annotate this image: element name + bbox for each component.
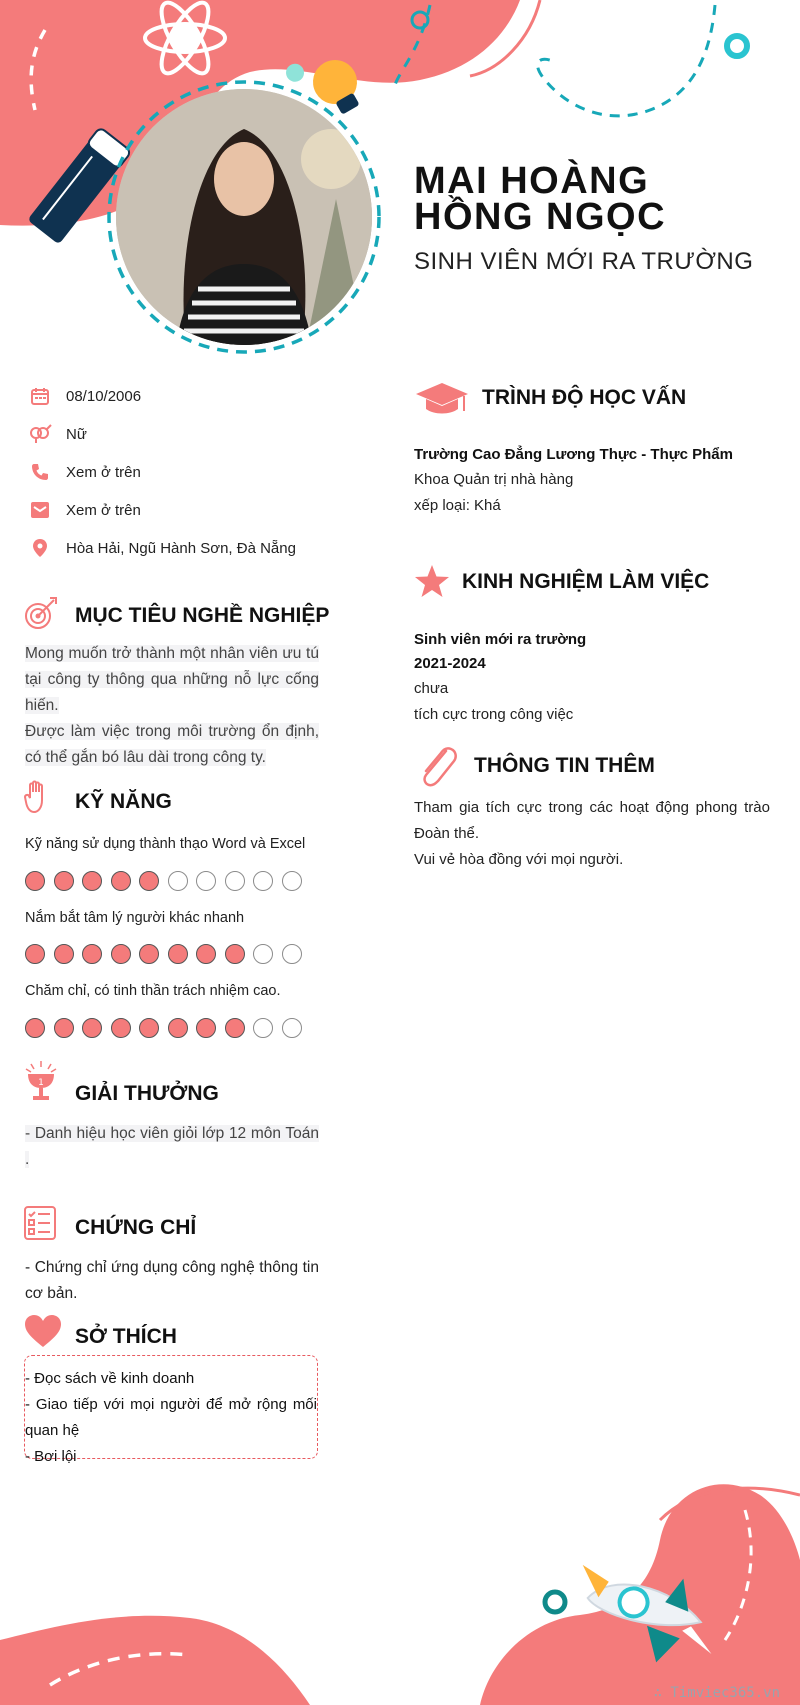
skill-name: Chăm chỉ, có tinh thần trách nhiệm cao. [25,983,281,999]
rating-dot-empty [282,944,302,964]
address-text: Hòa Hải, Ngũ Hành Sơn, Đà Nẵng [66,539,296,557]
experience-company: chưa [414,680,449,697]
rating-dot-filled [168,944,188,964]
rating-dot-empty [196,871,216,891]
rating-dot-filled [168,1018,188,1038]
contact-birthday [28,382,348,410]
rating-dot-filled [82,944,102,964]
certificates-text: - Chứng chỉ ứng dụng công nghệ thông tin cơ bản. [25,1259,319,1302]
paperclip-icon [416,745,460,789]
skills-title: KỸ NĂNG [75,790,172,813]
rating-dot-filled [225,1018,245,1038]
job-title: SINH VIÊN MỚI RA TRƯỜNG [414,248,754,275]
graduation-cap-icon [414,381,470,417]
calendar-icon [28,384,52,408]
rating-dot-filled [196,1018,216,1038]
school-name: Trường Cao Đẳng Lương Thực - Thực Phẩm [414,446,733,463]
rating-dot-empty [253,1018,273,1038]
interest-item-continued: quan hệ [25,1422,80,1439]
interest-item: - Đọc sách về kinh doanh [25,1370,195,1387]
rating-dot-empty [168,871,188,891]
skill-name: Kỹ năng sử dụng thành thạo Word và Excel [25,836,306,852]
contact-email [28,496,348,524]
gender-text: Nữ [66,425,87,443]
rating-dot-filled [82,1018,102,1038]
additional-title: THÔNG TIN THÊM [474,754,655,777]
interest-item: - Bơi lội [25,1448,77,1465]
rating-dot-filled [25,871,45,891]
rating-dot-filled [111,944,131,964]
gender-icon [28,422,52,446]
rating-dot-filled [139,871,159,891]
additional-item: Tham gia tích cực trong các hoạt động phong trào Đoàn thể. [414,799,770,842]
education-grade: xếp loại: Khá [414,497,501,514]
rating-dot-filled [139,1018,159,1038]
watermark-logo-icon: ∴ [653,1685,671,1701]
additional-item: Vui vẻ hòa đồng với mọi người. [414,851,624,868]
target-icon [24,596,58,630]
candidate-name: MAI HOÀNG HỒNG NGỌC [414,160,667,238]
skill-rating [25,871,310,893]
watermark [654,1685,780,1701]
birthday-text: 08/10/2006 [66,387,142,405]
rating-dot-empty [282,1018,302,1038]
certificates-title: CHỨNG CHỈ [75,1216,197,1239]
objective-title: MỤC TIÊU NGHỀ NGHIỆP [75,604,330,627]
education-title: TRÌNH ĐỘ HỌC VẤN [482,386,687,409]
rating-dot-empty [253,871,273,891]
profile-photo [116,89,372,345]
contact-address [28,534,348,562]
phone-text[interactable]: Xem ở trên [66,463,141,481]
trophy-icon [24,1060,58,1102]
education-major: Khoa Quản trị nhà hàng [414,471,574,488]
rating-dot-filled [225,944,245,964]
rating-dot-empty [253,944,273,964]
interest-item: - Giao tiếp với mọi người để mở rộng mối [25,1396,317,1413]
rating-dot-empty [282,871,302,891]
checklist-icon [24,1206,56,1240]
raised-hand-icon [24,780,52,814]
experience-title: KINH NGHIỆM LÀM VIỆC [462,570,710,593]
email-icon [28,498,52,522]
rating-dot-filled [54,1018,74,1038]
skill-rating [25,944,310,966]
rating-dot-empty [225,871,245,891]
experience-description: tích cực trong công việc [414,706,574,723]
heart-icon [24,1314,62,1348]
rating-dot-filled [25,1018,45,1038]
person-silhouette-icon [116,89,372,345]
rating-dot-filled [82,871,102,891]
additional-text [414,795,770,873]
rating-dot-filled [111,871,131,891]
award-item: - Danh hiệu học viên giỏi lớp 12 môn Toán . [25,1125,319,1168]
experience-period: 2021-2024 [414,655,486,672]
skill-name: Nắm bắt tâm lý người khác nhanh [25,910,245,926]
rating-dot-filled [111,1018,131,1038]
phone-icon [28,460,52,484]
objective-line-1: Mong muốn trở thành một nhân viên ưu tú tại công ty thông qua những nỗ lực cống hiến. [25,645,319,714]
location-pin-icon [28,536,52,560]
interests-title: SỞ THÍCH [75,1325,177,1348]
experience-position: Sinh viên mới ra trường [414,631,587,648]
contact-phone [28,458,348,486]
contact-gender [28,420,348,448]
watermark-text: Timviec365.vn [670,1685,780,1701]
objective-text [25,641,319,771]
svg-text:1: 1 [38,1078,44,1088]
rating-dot-filled [54,944,74,964]
rating-dot-filled [25,944,45,964]
skill-rating [25,1018,310,1040]
awards-title: GIẢI THƯỞNG [75,1082,219,1105]
objective-line-2: Được làm việc trong môi trường ổn định, có thể gắn bó lâu dài trong công ty. [25,723,319,766]
email-text[interactable]: Xem ở trên [66,501,141,519]
rating-dot-filled [54,871,74,891]
rating-dot-filled [196,944,216,964]
star-icon [414,564,450,598]
rating-dot-filled [139,944,159,964]
awards-text [25,1121,319,1173]
